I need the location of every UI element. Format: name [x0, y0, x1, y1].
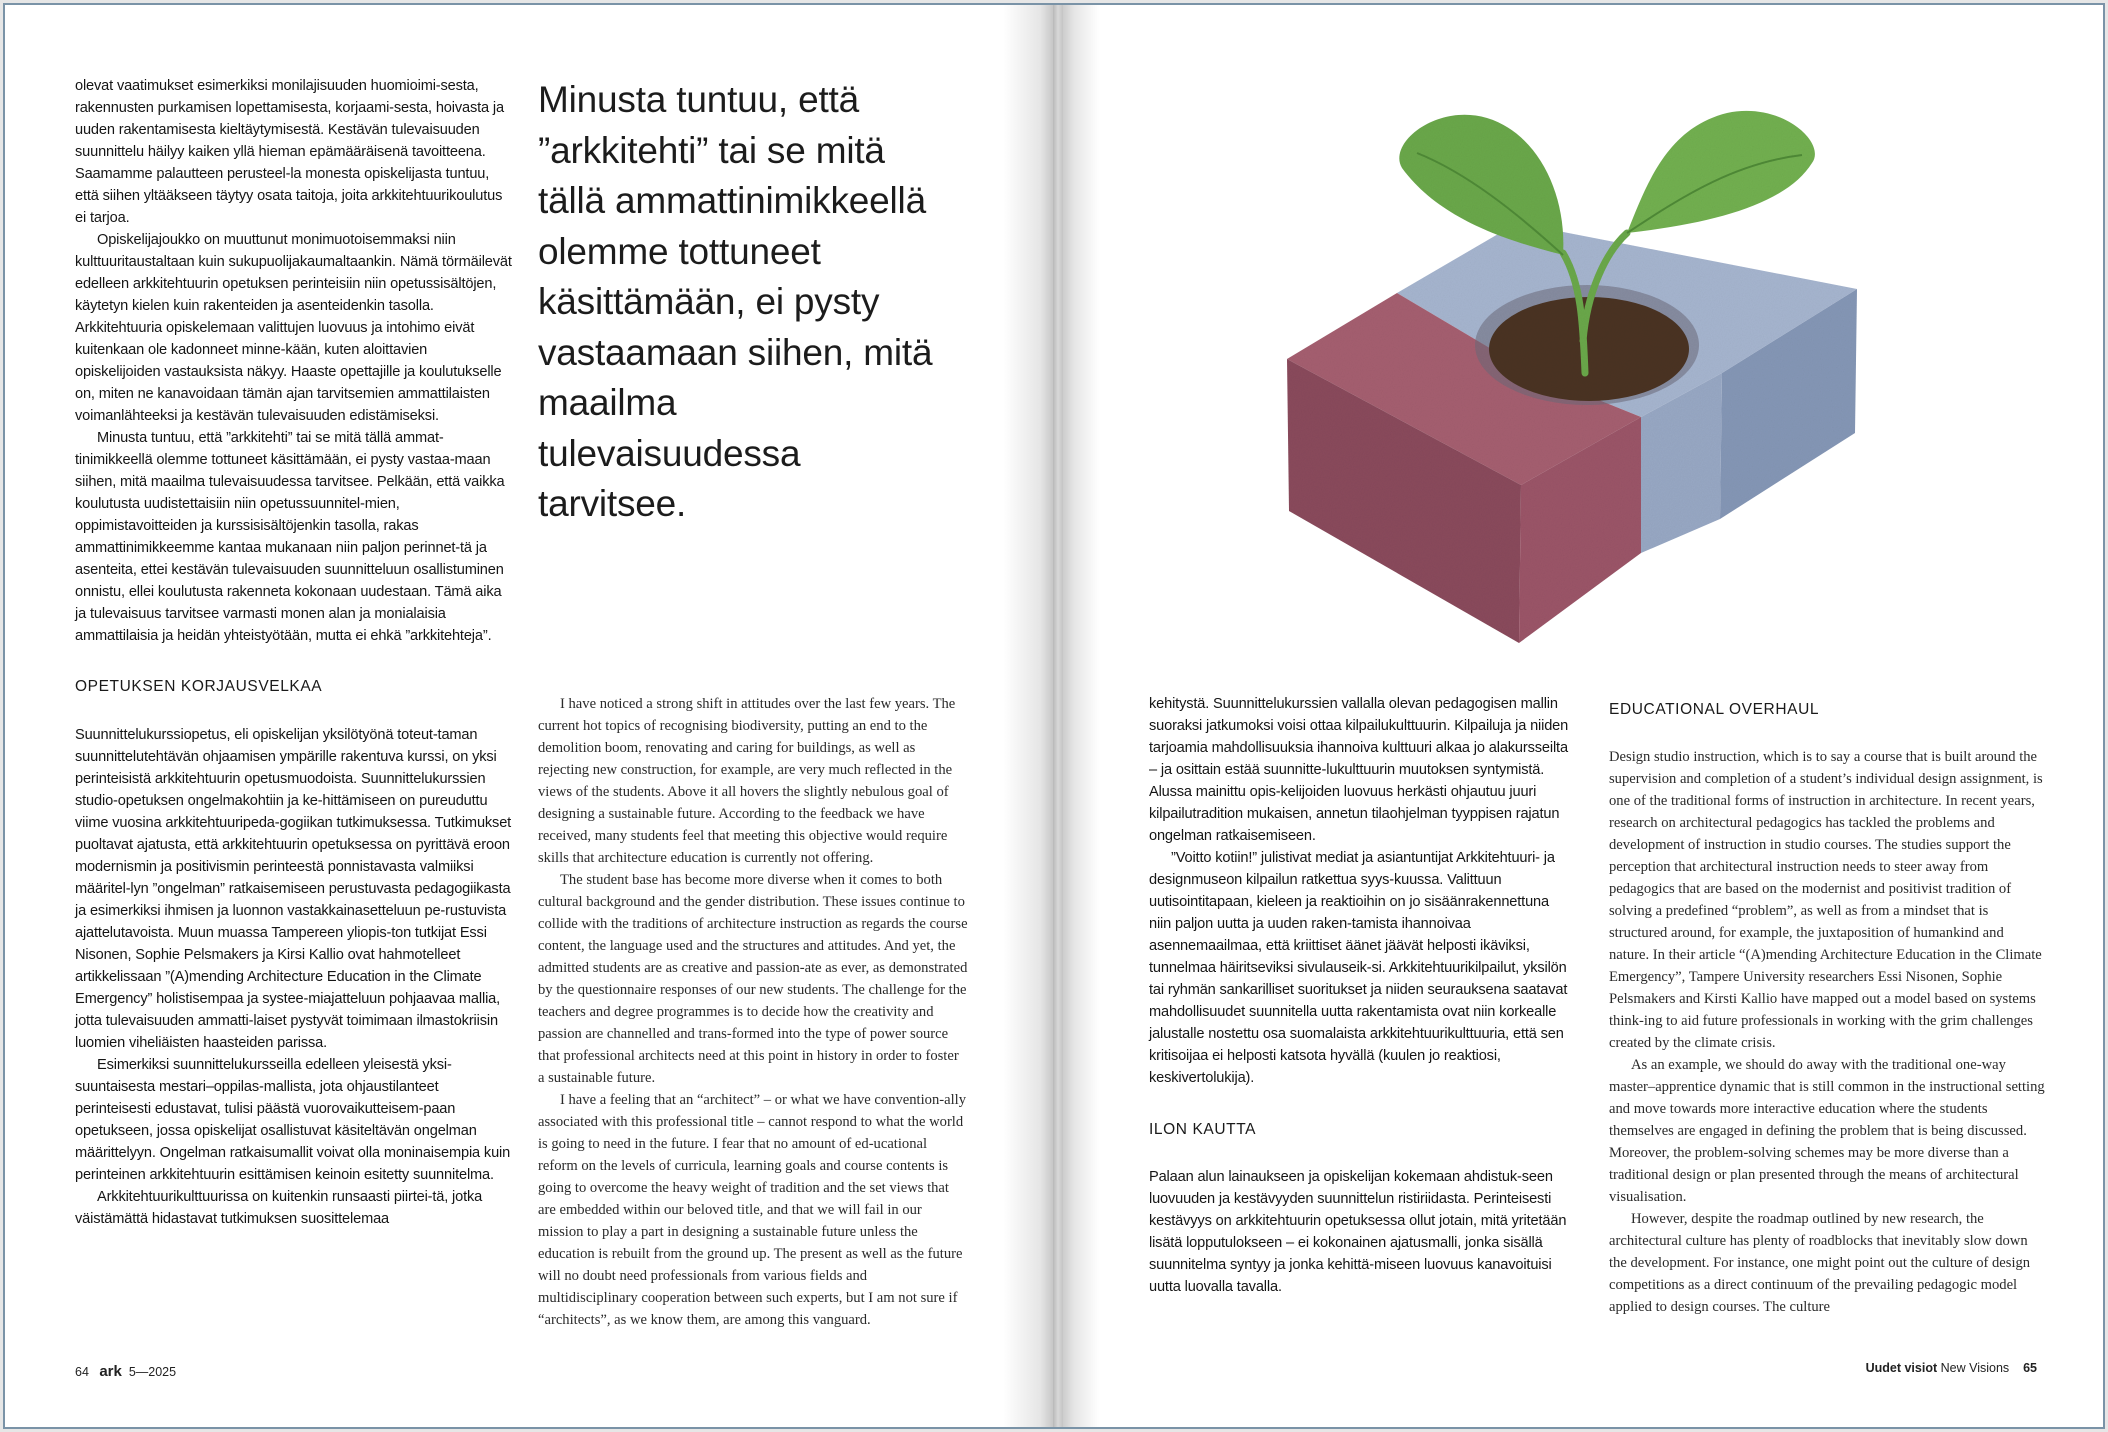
spine-shadow-left	[1003, 5, 1053, 1429]
paragraph: I have a feeling that an “architect” – or what we have convention-ally associated with this professional title – cannot respond to what the world is going to need in the future. I fear that no amount of ed-ucational reform on the levels of curricula, learning goals and course contents is going to overcome the heavy weight of tradition and the set views that are embedded within our beloved title, and that we will fail in our mission to play a part in designing a sustainable future unless the education is rebuilt from the ground up. The present as well as the future will no doubt need professionals from various fields and multidisciplinary cooperation between such experts, but I am not sure if “architects”, as we know them, are among this vanguard.	[538, 1092, 967, 1328]
spine-shadow-right	[1063, 5, 1099, 1429]
seedling-in-block-illustration	[1267, 73, 1907, 673]
paragraph: ”Voitto kotiin!” julistivat mediat ja asiantuntijat Arkkitehtuuri- ja designmuseon kilpailun ratkettua syys-kuussa. Valittuun uutisointitapaan, kieleen ja reaktioihin on jo sisäänrakennettuna niin paljon uutta ja uuden raken-tamista ihannoivaa asennemaailmaa, että kriittiset äänet jäävät helposti ikäviksi, tunnelmaa häiritseviksi sivulauseik-si. Arkkitehtuurikilpailut, yksilön tai ryhmän sankarilliset suoritukset ja niiden seurauksena saatavat mahdollisuudet suunnitella uutta rakentamista ovat niin korkealle jalustalle nostettu osa suomalaista arkkitehtuurikulttuuria, että sen kritisoijaa ei helposti katsota hyvällä (kuulen jo reaktiosi, keskivertolukija).	[1149, 850, 1568, 1086]
folio-right	[1866, 1361, 2037, 1375]
page-number: 65	[2023, 1361, 2037, 1375]
paragraph: I have noticed a strong shift in attitudes over the last few years. The current hot topics of recognising biodiversity, putting an end to the demolition boom, renovating and caring for buildings, as well as rejecting new construction, for example, are very much reflected in the views of the students. Above it all hovers the slightly nebulous goal of designing a sustainable future. According to the feedback we have received, many students feel that meeting this objective would require skills that architecture education is currently not offering.	[538, 696, 956, 866]
left-col2-english	[538, 693, 968, 1331]
section-title-fi: Uudet visiot	[1865, 1361, 1938, 1375]
section-heading: EDUCATIONAL OVERHAUL	[1609, 701, 1820, 718]
paragraph: Minusta tuntuu, että ”arkkitehti” tai se mitä tällä ammat-tinimikkeellä olemme tottuneet käsittämään, ei pysty vastaa-maan siihen, mitä maailma tulevaisuudessa tarvitsee. Pelkään, että vaikka koulutusta uudistettaisiin niin opetussuunnitel-mien, oppimistavoitteiden ja kurssisisältöjenkin tasolla, rakas ammattinimikkeemme kantaa mukanaan niin paljon perinnet-tä ja asenteita, ettei kestävän tulevaisuuden suunnitteluun osallistuminen onnistu, ellei koulutusta rakenneta kokonaan uudestaan. Tämä aika ja tulevaisuus tarvitsee varmasti monen alan ja monialaisia ammattilaisia ja heidän yhteistyötään, mutta ei ehkä ”arkkitehteja”.	[75, 430, 505, 644]
page-number: 64	[75, 1365, 89, 1379]
paragraph: Palaan alun lainaukseen ja opiskelijan kokemaan ahdistuk-seen luovuuden ja kestävyyden suunnittelun ristiriidasta. Perinteisesti kestävyys on arkkitehtuurin opetuksessa ollut jotain, mitä yritetään lisätä lopputulokseen – ei kokonainen ajatusmalli, jonka sisällä suunnitelma syntyy ja jonka kehittä-miseen luovuus kanavoituisi uutta luovalla tavalla.	[1149, 1169, 1567, 1295]
issue-number: 5—2025	[128, 1365, 177, 1379]
gutter	[1053, 5, 1063, 1427]
paragraph: olevat vaatimukset esimerkiksi monilajisuuden huomioimi-sesta, rakennusten purkamisen lopettamisesta, korjaami-sesta, hoivasta ja uuden rakentamisesta kieltäytymisestä. Kestävän tulevaisuuden suunnittelu häilyy kaiken yllä hieman epämääräisenä tavoitteena. Saamamme palautteen perusteel-la monesta opiskelijasta tuntuu, että siihen yltääkseen täytyy osata taitoja, joita arkkitehtuurikoulutus ei tarjoa.	[75, 78, 504, 226]
folio-left	[75, 1363, 176, 1380]
left-col1-finnish	[75, 75, 512, 1230]
left-page	[5, 5, 1053, 1429]
pull-quote: Minusta tuntuu, että ”arkkitehti” tai se mitä tällä ammattinimikkeellä olemme tottuneet käsittämään, ei pysty vastaamaan siihen, mitä maailma tulevaisuudessa tarvitsee.	[538, 79, 933, 524]
paragraph: Suunnittelukurssiopetus, eli opiskelijan yksilötyönä toteut-taman suunnittelutehtävän ohjaamisen ympärille rakentuva kurssi, on yksi perinteisistä arkkitehtuurin opetusmuodoista. Suunnittelukurssien studio-opetuksen ongelmakohtiin ja ke-hittämiseen on pureuduttu viime vuosina arkkitehtuuripeda-gogiikan tutkimuksessa. Tutkimukset puoltavat ajatusta, että arkkitehtuurin opetuksessa on pyrittävä eroon modernismin ja positivismin perinteestä ponnistavasta valmiiksi määritel-lyn ”ongelman” ratkaisemiseen perustuvasta pedagogiikasta ja esimerkiksi ihmisen ja luonnon vastakkainasetteluun pe-rustuvista ajattelutavoista. Muun muassa Tampereen yliopis-ton tutkijat Essi Nisonen, Sophie Pelsmakers ja Kirsi Kallio ovat hahmotelleet artikkelissaan ”(A)mending Architecture Education in the Climate Emergency” holistisempaa ja systee-miajatteluun pohjaavaa mallia, jotta tulevaisuuden ammatti-laiset pystyvät toimimaan ilmastokriisin luomien viheliäisten haasteiden parissa.	[75, 727, 512, 1051]
paragraph: However, despite the roadmap outlined by new research, the architectural culture has plenty of roadblocks that inevitably slow down the development. For instance, one might point out the culture of design competitions as a direct continuum of the prevailing pedagogic model applied to design courses. The culture	[1609, 1211, 2031, 1315]
section-heading: ILON KAUTTA	[1149, 1121, 1257, 1138]
paragraph: kehitystä. Suunnittelukurssien vallalla olevan pedagogisen mallin suoraksi jatkumoksi voisi ottaa kilpailukulttuurin. Kilpailuja ja niiden tarjoamia mahdollisuuksia ihannoiva kulttuuri alkaa jo alakursseilta – ja osittain estää suunnitte-lukulttuurin muutoksen syntymistä. Alussa mainittu opis-kelijoiden luovuus herkästi ohjautuu juuri kilpailutradition mukaisen, annetun tilaohjelman tyyppisen rajatun ongelman ratkaisemiseen.	[1149, 696, 1569, 844]
paragraph: Opiskelijajoukko on muuttunut monimuotoisemmaksi niin kulttuuritaustaltaan kuin sukupuolijakaumaltaankin. Nämä törmäilevät edelleen arkkitehtuurin opetuksen perinteisiin niin opetussisältöjen, käytetyn kielen kuin rakenteiden ja asenteidenkin tasolla. Arkkitehtuuria opiskelemaan valittujen luovuus ja intohimo eivät kuitenkaan ole kadonneet minne-kään, kuten aloittavien opiskelijoiden vastauksista näkyy. Haaste opettajille ja koulutukselle on, miten ne kanavoidaan tämän ajan tarvitsemien ammattilaisten voimanlähteeksi ja kestävän tulevaisuuden edistämiseksi.	[75, 232, 512, 424]
right-col2-english	[1609, 699, 2047, 1318]
right-col1-finnish	[1149, 693, 1572, 1298]
paragraph: Esimerkiksi suunnittelukursseilla edelleen yleisestä yksi-suuntaisesta mestari–oppilas-mallista, jota ohjaustilanteet perinteisesti edustavat, tulisi päästä vuorovaikutteisem-paan opetukseen, jossa opiskelijat osallistuvat käsiteltävän ongelman määrittelyyn. Ongelman ratkaisumallit voivat olla moninaisempia kuin perinteinen arkkitehtuurin esittämisen keinoin esitetty suunnitelma.	[75, 1057, 511, 1183]
magazine-spread	[3, 3, 2105, 1429]
paragraph: Arkkitehtuurikulttuurissa on kuitenkin runsaasti piirtei-tä, jotka väistämättä hidastavat tutkimuksen suosittelemaa	[75, 1189, 483, 1227]
paragraph: Design studio instruction, which is to say a course that is built around the supervision and completion of a student’s individual design assignment, is one of the traditional forms of instruction in architecture. In recent years, research on architectural pedagogics has tackled the problems and development of instruction in studio courses. The studies support the perception that architectural instruction needs to steer away from pedagogics that are based on the modernist and positivist tradition of solving a predefined “problem”, as well as from a mindset that is structured around, for example, the juxtaposition of humankind and nature. In their article “(A)mending Architecture Education in the Climate Emergency”, Tampere University researchers Essi Nisonen, Sophie Pelsmakers and Kirsti Kallio have mapped out a model based on systems think-ing to aid future professionals in working with the grim challenges created by the climate crisis.	[1609, 749, 2043, 1051]
magazine-name: ark	[99, 1363, 122, 1380]
paragraph: The student base has become more diverse when it comes to both cultural background and the gender distribution. These issues continue to collide with the traditions of architecture instruction as regards the course content, the language used and the structures and attitudes. And yet, the admitted students are as creative and passion-ate as ever, as demonstrated by the questionnaire responses of our new students. The challenge for the teachers and degree programmes is to decide how the creativity and passion are channelled and trans-formed into the type of power source that professional architects need at this point in history in order to foster a sustainable future.	[538, 872, 968, 1086]
section-title-en: New Visions	[1940, 1361, 2010, 1375]
paragraph: As an example, we should do away with the traditional one-way master–apprentice dynamic that is still common in the instructional setting and move towards more interactive education where the students themselves are engaged in defining the problem that is being discussed. Moreover, the problem-solving schemes may be more diverse than a traditional design or plan presented through the means of architectural visualisation.	[1609, 1057, 2045, 1205]
section-heading: OPETUKSEN KORJAUSVELKAA	[75, 678, 323, 695]
